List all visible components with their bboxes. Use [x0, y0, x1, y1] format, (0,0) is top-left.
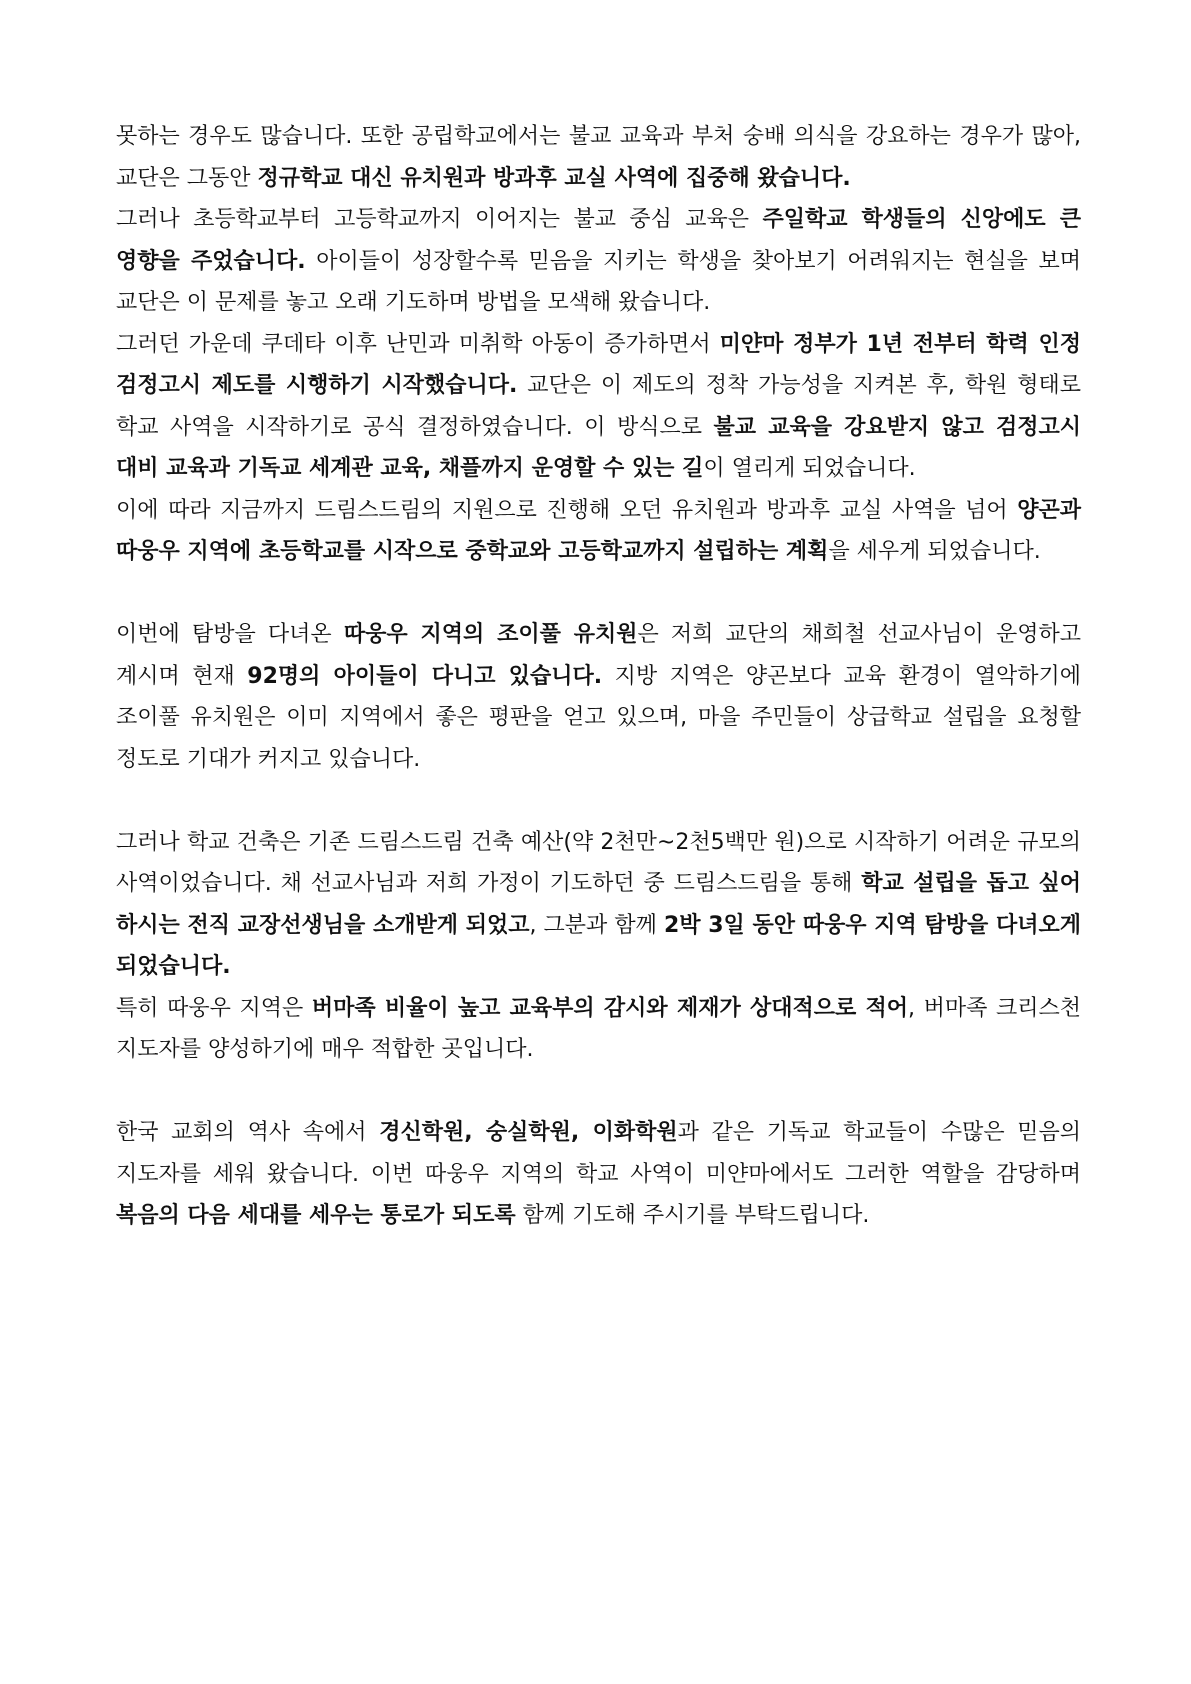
text-run: 특히 따웅우 지역은	[116, 995, 312, 1021]
bold-text-run: 주일학교 학생들의 신앙에도 큰 영향을 주었습니다.	[116, 207, 1081, 274]
text-run: 못하는 경우도 많습니다. 또한 공립학교에서는 불교 교육과 부처 숭배 의식을 강요하는 경우가 많아, 교단은 그동안	[116, 124, 1081, 191]
text-run: 이번에 탐방을 다녀온	[116, 622, 344, 647]
text-run: 교단은 이 제도의 정착 가능성을 지켜본 후, 학원 형태로 학교 사역을 시작하기로 공식 결정하였습니다. 이 방식으로	[116, 373, 1081, 440]
text-run: 한국 교회의 역사 속에서	[116, 1120, 380, 1145]
text-run: 그러나 학교 건축은 기존 드림스드림 건축 예산(약 2천만~2천5백만 원)으로 시작하기 어려운 규모의 사역이었습니다. 채 선교사님과 저희 가정이 기도하던 중 드림스드림을 통해	[116, 829, 1081, 896]
text-run: 아이들이 성장할수록 믿음을 지키는 학생을 찾아보기 어려워지는 현실을 보며 교단은 이 문제를 놓고 오래 기도하며 방법을 모색해 왔습니다.	[116, 248, 1081, 315]
text-run: , 버마족 크리스천 지도자를 양성하기에 매우 적합한 곳입니다.	[116, 995, 1081, 1062]
paragraph	[116, 116, 1081, 199]
bold-text-run: 양곤과 따웅우 지역에 초등학교를 시작으로 중학교와 고등학교까지 설립하는 계획	[116, 497, 1081, 564]
paragraph-gap	[116, 573, 1081, 615]
bold-text-run: 2박 3일 동안 따웅우 지역 탐방을 다녀오게 되었습니다.	[116, 912, 1082, 979]
bold-text-run: 미얀마 정부가 1년 전부터 학력 인정 검정고시 제도를 시행하기 시작했습니다.	[116, 331, 1081, 398]
text-run: 은 저희 교단의 채희철 선교사님이 운영하고 계시며 현재	[116, 622, 1081, 689]
text-run: 이 열리게 되었습니다.	[703, 456, 916, 481]
bold-text-run: 불교 교육을 강요받지 않고 검정고시 대비 교육과 기독교 세계관 교육, 채플까지 운영할 수 있는 길	[116, 414, 1081, 481]
paragraph	[116, 822, 1081, 988]
text-run: , 그분과 함께	[529, 912, 664, 938]
text-run: 그러던 가운데 쿠데타 이후 난민과 미취학 아동이 증가하면서	[116, 331, 720, 357]
text-run: 이에 따라 지금까지 드림스드림의 지원으로 진행해 오던 유치원과 방과후 교실 사역을 넘어	[116, 497, 1018, 523]
paragraph	[116, 199, 1081, 324]
text-run: 지방 지역은 양곤보다 교육 환경이 열악하기에 조이풀 유치원은 이미 지역에서 좋은 평판을 얻고 있으며, 마을 주민들이 상급학교 설립을 요청할 정도로 기대가 커지고 있습니다.	[116, 663, 1082, 772]
paragraph	[116, 614, 1081, 780]
bold-text-run: 92명의 아이들이 다니고 있습니다.	[247, 663, 603, 689]
paragraph-gap	[116, 1071, 1081, 1113]
paragraph	[116, 1112, 1081, 1237]
bold-text-run: 정규학교 대신 유치원과 방과후 교실 사역에 집중해 왔습니다.	[257, 165, 851, 191]
bold-text-run: 학교 설립을 돕고 싶어 하시는 전직 교장선생님을 소개받게 되었고	[116, 871, 1081, 938]
bold-text-run: 버마족 비율이 높고 교육부의 감시와 제재가 상대적으로 적어	[311, 995, 909, 1021]
text-run: 그러나 초등학교부터 고등학교까지 이어지는 불교 중심 교육은	[116, 207, 763, 232]
paragraph	[116, 988, 1081, 1071]
document-body	[116, 116, 1081, 1237]
paragraph-gap	[116, 780, 1081, 822]
paragraph	[116, 490, 1081, 573]
text-run: 과 같은 기독교 학교들이 수많은 믿음의 지도자를 세워 왔습니다. 이번 따웅우 지역의 학교 사역이 미얀마에서도 그러한 역할을 감당하며	[116, 1120, 1082, 1187]
bold-text-run: 복음의 다음 세대를 세우는 통로가 되도록	[116, 1203, 516, 1228]
bold-text-run: 경신학원, 숭실학원, 이화학원	[379, 1120, 678, 1145]
bold-text-run: 따웅우 지역의 조이풀 유치원	[343, 622, 638, 647]
paragraph	[116, 324, 1081, 490]
text-run: 함께 기도해 주시기를 부탁드립니다.	[515, 1203, 870, 1228]
text-run: 을 세우게 되었습니다.	[828, 539, 1041, 564]
